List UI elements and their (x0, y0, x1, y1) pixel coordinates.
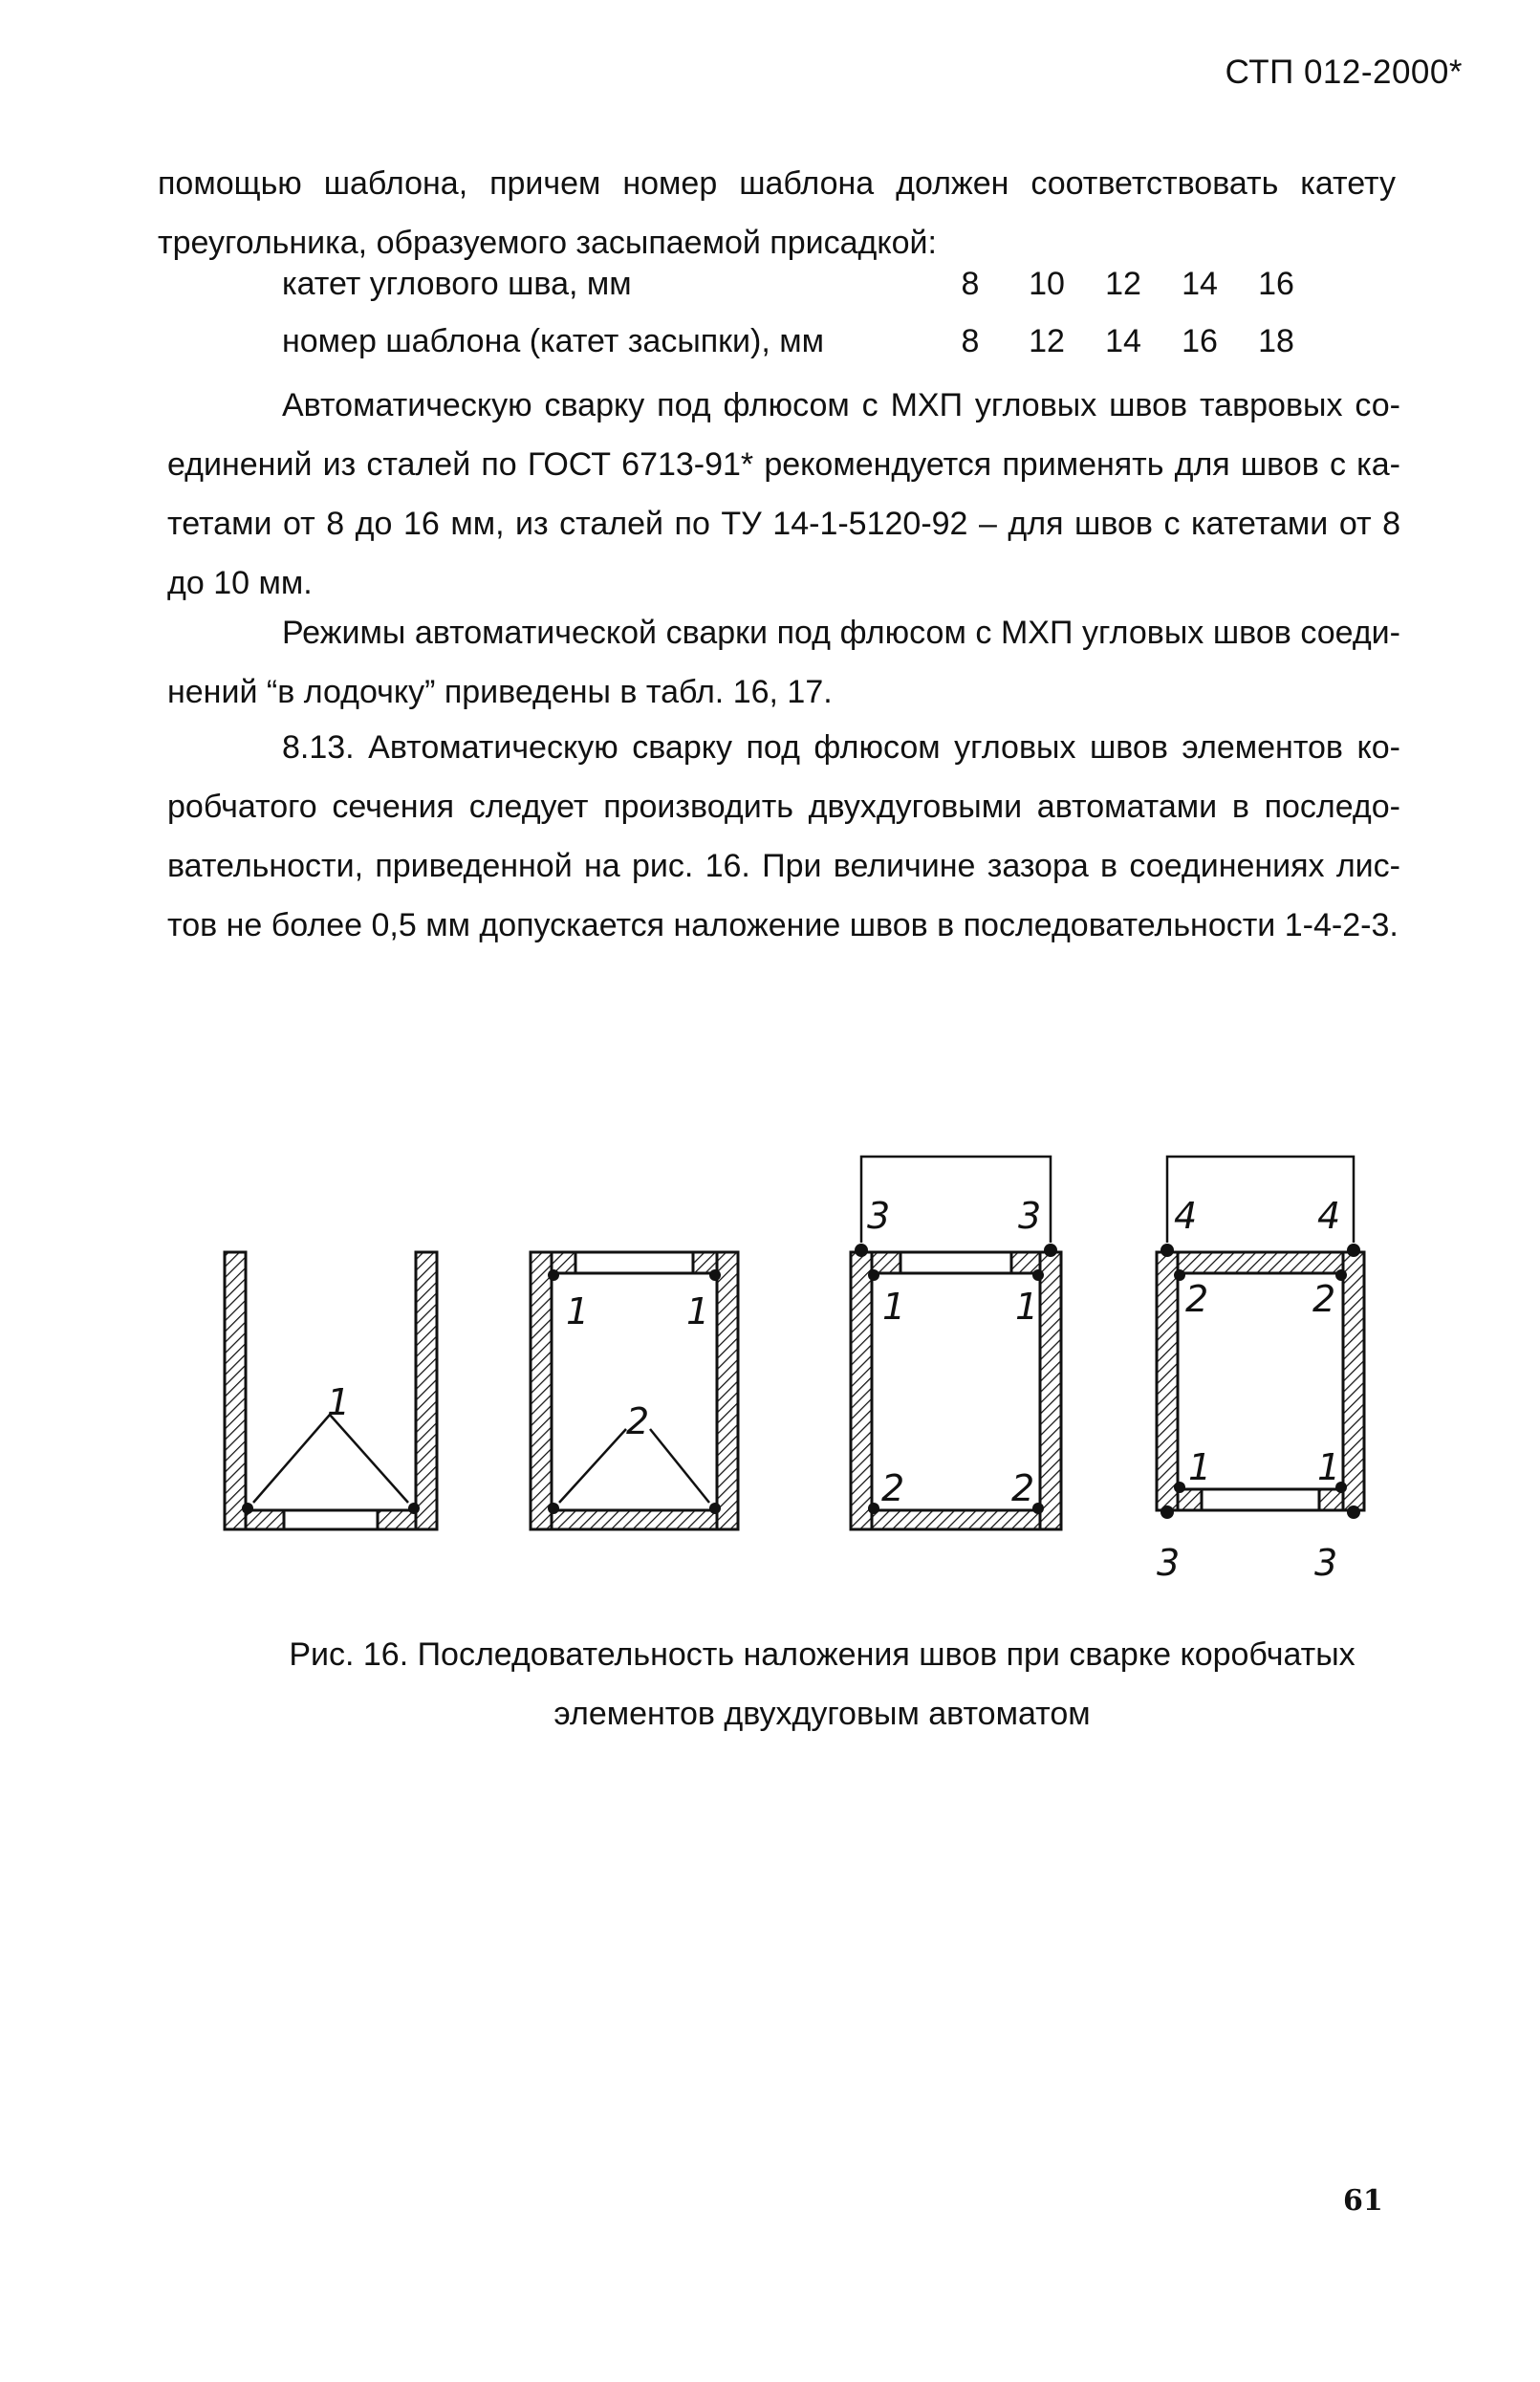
table-cell: 12 (1029, 323, 1065, 359)
stage1-weld-label-1: 1 (327, 1381, 351, 1423)
row-label-cathetus: катет углового шва, мм (282, 266, 632, 302)
s813-line-1: 8.13. Автоматическую сварку под флюсом угловых швов элементов ко- (282, 729, 1400, 766)
caption-line-1: Рис. 16. Последовательность наложения швов при сварке коробчатых (289, 1636, 1356, 1673)
row-values-template (932, 323, 1314, 360)
row-values-cathetus (932, 266, 1314, 303)
table-cell: 16 (1258, 266, 1294, 302)
table-cell: 14 (1182, 266, 1218, 302)
page-number: 61 (1343, 2184, 1383, 2218)
stage4-weld-label-4: 4 (1174, 1195, 1198, 1237)
row-label-template: номер шаблона (катет засыпки), мм (282, 323, 824, 359)
stage3-weld-label-3: 3 (867, 1195, 891, 1237)
stage2-weld-label-1b: 1 (686, 1290, 710, 1332)
stage3-weld-label-1: 1 (882, 1286, 906, 1328)
table-cell: 18 (1258, 323, 1294, 359)
stage4-weld-label-1: 1 (1188, 1446, 1212, 1488)
stage2-weld-label-2: 2 (626, 1400, 650, 1442)
table-cell: 14 (1105, 323, 1141, 359)
auto2-line-2: нений “в лодочку” приведены в табл. 16, 17. (167, 674, 833, 710)
auto1-line-1: Автоматическую сварку под флюсом с МХП угловых швов тавровых со- (282, 387, 1400, 423)
auto2-line-1: Режимы автоматической сварки под флюсом с МХП угловых швов соеди- (282, 615, 1400, 651)
table-cell: 16 (1182, 323, 1218, 359)
table-cell: 10 (1029, 266, 1065, 302)
table-cell: 8 (961, 323, 980, 359)
document-code: СТП 012-2000* (1225, 54, 1463, 91)
table-cell: 12 (1105, 266, 1141, 302)
auto1-line-4: до 10 мм. (167, 565, 313, 601)
weld-sequence-figure (201, 1128, 1396, 1606)
caption-line-2: элементов двухдуговым автоматом (553, 1696, 1091, 1732)
stage4-weld-label-3: 3 (1157, 1542, 1181, 1584)
stage3-weld-label-2b: 2 (1011, 1467, 1035, 1509)
stage4-weld-label-4b: 4 (1317, 1195, 1341, 1237)
stage4-weld-label-2b: 2 (1312, 1278, 1336, 1320)
figure-caption (258, 1625, 1386, 1743)
stage3-weld-label-1b: 1 (1015, 1286, 1039, 1328)
stage3-weld-label-3b: 3 (1018, 1195, 1042, 1237)
s813-line-3: вательности, приведенной на рис. 16. При величине зазора в соединениях лис- (167, 848, 1400, 884)
stage4-weld-label-3b: 3 (1314, 1542, 1338, 1584)
auto1-line-2: единений из сталей по ГОСТ 6713-91* рекомендуется применять для швов с ка- (167, 446, 1400, 483)
stage3-weld-label-2: 2 (881, 1467, 905, 1509)
stage4-weld-label-1b: 1 (1317, 1446, 1341, 1488)
stage2-weld-label-1: 1 (566, 1290, 590, 1332)
stage4-weld-label-2: 2 (1185, 1278, 1209, 1320)
intro-line-1: помощью шаблона, причем номер шаблона должен соответствовать катету (158, 165, 1396, 202)
auto1-line-3: тетами от 8 до 16 мм, из сталей по ТУ 14-1-5120-92 – для швов с катетами от 8 (167, 506, 1400, 542)
s813-line-2: робчатого сечения следует производить двухдуговыми автоматами в последо- (167, 789, 1400, 825)
intro-line-2: треугольника, образуемого засыпаемой присадкой: (158, 225, 937, 261)
s813-line-4: тов не более 0,5 мм допускается наложение швов в последовательности 1-4-2-3. (167, 907, 1399, 943)
table-cell: 8 (961, 266, 980, 302)
